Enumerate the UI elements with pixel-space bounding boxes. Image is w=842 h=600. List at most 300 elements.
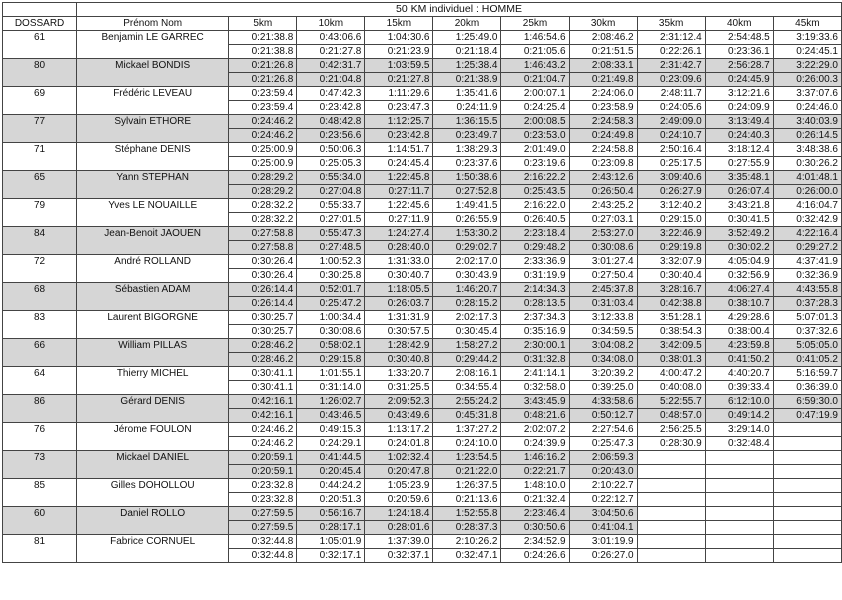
cumulative-time: 1:24:27.4 [365, 227, 433, 241]
header-checkpoint: 15km [365, 17, 433, 31]
cumulative-time: 3:22:46.9 [637, 227, 705, 241]
runner-row-cumulative [3, 367, 842, 381]
cumulative-time: 2:45:37.8 [569, 283, 637, 297]
split-time: 0:27:11.9 [365, 213, 433, 227]
empty-cell [77, 73, 229, 87]
split-time: 0:26:14.4 [229, 297, 297, 311]
cumulative-time [705, 507, 773, 521]
cumulative-time: 3:13:49.4 [705, 115, 773, 129]
split-time: 0:34:59.5 [569, 325, 637, 339]
cumulative-time: 2:16:22.2 [501, 171, 569, 185]
split-time: 0:31:03.4 [569, 297, 637, 311]
empty-cell [3, 213, 77, 227]
table-title: 50 KM individuel : HOMME [77, 3, 842, 17]
runner-row-cumulative [3, 31, 842, 45]
cumulative-time: 1:46:20.7 [433, 283, 501, 297]
runner-row-split [3, 409, 842, 423]
split-time [637, 465, 705, 479]
cumulative-time: 2:08:16.1 [433, 367, 501, 381]
cumulative-time [637, 507, 705, 521]
split-time: 0:22:12.7 [569, 493, 637, 507]
cumulative-time: 3:52:49.2 [705, 227, 773, 241]
split-time: 0:21:23.9 [365, 45, 433, 59]
runner-row-split [3, 45, 842, 59]
cumulative-time: 2:23:46.4 [501, 507, 569, 521]
cumulative-time: 3:40:03.9 [773, 115, 841, 129]
empty-cell [77, 353, 229, 367]
cumulative-time: 0:56:16.7 [297, 507, 365, 521]
split-time: 0:50:12.7 [569, 409, 637, 423]
split-time: 0:27:55.9 [705, 157, 773, 171]
cumulative-time: 6:12:10.0 [705, 395, 773, 409]
cumulative-time: 1:46:16.2 [501, 451, 569, 465]
split-time: 0:23:36.1 [705, 45, 773, 59]
split-time: 0:38:01.3 [637, 353, 705, 367]
empty-cell [3, 269, 77, 283]
split-time: 0:25:00.9 [229, 157, 297, 171]
split-time: 0:24:01.8 [365, 437, 433, 451]
runner-dossard: 80 [3, 59, 77, 73]
runner-name: Benjamin LE GARREC [77, 31, 229, 45]
split-time: 0:30:40.8 [365, 353, 433, 367]
runner-name: Mickael BONDIS [77, 59, 229, 73]
cumulative-time: 1:18:05.5 [365, 283, 433, 297]
split-time: 0:27:50.4 [569, 269, 637, 283]
cumulative-time: 2:08:33.1 [569, 59, 637, 73]
cumulative-time: 3:51:28.1 [637, 311, 705, 325]
cumulative-time: 0:55:47.3 [297, 227, 365, 241]
split-time: 0:43:46.5 [297, 409, 365, 423]
empty-cell [3, 521, 77, 535]
split-time: 0:28:32.2 [229, 213, 297, 227]
split-time: 0:37:28.3 [773, 297, 841, 311]
split-time: 0:24:10.0 [433, 437, 501, 451]
header-checkpoint: 5km [229, 17, 297, 31]
cumulative-time: 2:56:28.7 [705, 59, 773, 73]
cumulative-time: 0:25:00.9 [229, 143, 297, 157]
cumulative-time: 0:24:46.2 [229, 115, 297, 129]
cumulative-time: 2:14:34.3 [501, 283, 569, 297]
results-table [2, 2, 842, 563]
cumulative-time [773, 507, 841, 521]
split-time: 0:28:17.1 [297, 521, 365, 535]
cumulative-time: 1:26:02.7 [297, 395, 365, 409]
split-time: 0:48:57.0 [637, 409, 705, 423]
cumulative-time: 2:24:06.0 [569, 87, 637, 101]
split-time: 0:26:55.9 [433, 213, 501, 227]
cumulative-time: 2:08:46.2 [569, 31, 637, 45]
runner-row-split [3, 157, 842, 171]
cumulative-time: 0:41:44.5 [297, 451, 365, 465]
cumulative-time: 2:50:16.4 [637, 143, 705, 157]
cumulative-time: 1:03:59.5 [365, 59, 433, 73]
cumulative-time: 5:16:59.7 [773, 367, 841, 381]
cumulative-time: 1:05:23.9 [365, 479, 433, 493]
cumulative-time: 1:05:01.9 [297, 535, 365, 549]
cumulative-time: 1:31:33.0 [365, 255, 433, 269]
runner-row-split [3, 521, 842, 535]
split-time: 0:24:11.9 [433, 101, 501, 115]
split-time: 0:23:47.3 [365, 101, 433, 115]
cumulative-time: 4:37:41.9 [773, 255, 841, 269]
split-time [705, 493, 773, 507]
runner-row-split [3, 465, 842, 479]
cumulative-time: 1:01:55.1 [297, 367, 365, 381]
empty-cell [3, 45, 77, 59]
results-sheet [2, 2, 842, 563]
split-time: 0:24:40.3 [705, 129, 773, 143]
split-time: 0:27:03.1 [569, 213, 637, 227]
cumulative-time: 0:42:31.7 [297, 59, 365, 73]
split-time: 0:26:27.0 [569, 549, 637, 563]
runner-name: Sylvain ETHORE [77, 115, 229, 129]
runner-name: Mickael DANIEL [77, 451, 229, 465]
empty-cell [3, 465, 77, 479]
cumulative-time [773, 451, 841, 465]
runner-row-split [3, 101, 842, 115]
split-time: 0:23:42.8 [365, 129, 433, 143]
split-time: 0:29:19.8 [637, 241, 705, 255]
runner-row-split [3, 493, 842, 507]
runner-name: Daniel ROLLO [77, 507, 229, 521]
runner-dossard: 69 [3, 87, 77, 101]
split-time: 0:28:30.9 [637, 437, 705, 451]
cumulative-time: 0:23:59.4 [229, 87, 297, 101]
cumulative-time: 4:23:59.8 [705, 339, 773, 353]
cumulative-time: 0:58:02.1 [297, 339, 365, 353]
split-time: 0:21:05.6 [501, 45, 569, 59]
runner-dossard: 81 [3, 535, 77, 549]
split-time: 0:20:51.3 [297, 493, 365, 507]
header-checkpoint: 35km [637, 17, 705, 31]
cumulative-time: 4:22:16.4 [773, 227, 841, 241]
empty-cell [3, 493, 77, 507]
runner-row-cumulative [3, 87, 842, 101]
runner-row-split [3, 185, 842, 199]
empty-cell [77, 129, 229, 143]
cumulative-time: 2:24:58.3 [569, 115, 637, 129]
cumulative-time: 1:11:29.6 [365, 87, 433, 101]
split-time: 0:24:45.4 [365, 157, 433, 171]
empty-cell [3, 297, 77, 311]
split-time: 0:38:10.7 [705, 297, 773, 311]
runner-dossard: 65 [3, 171, 77, 185]
split-time: 0:24:26.6 [501, 549, 569, 563]
cumulative-time: 1:31:31.9 [365, 311, 433, 325]
cumulative-time: 0:43:06.6 [297, 31, 365, 45]
cumulative-time: 2:06:59.3 [569, 451, 637, 465]
split-time: 0:24:10.7 [637, 129, 705, 143]
runner-dossard: 61 [3, 31, 77, 45]
cumulative-time: 3:12:40.2 [637, 199, 705, 213]
runner-name: Gilles DOHOLLOU [77, 479, 229, 493]
split-time: 0:28:40.0 [365, 241, 433, 255]
cumulative-time: 2:02:17.0 [433, 255, 501, 269]
split-time: 0:24:46.2 [229, 129, 297, 143]
split-time: 0:28:29.2 [229, 185, 297, 199]
split-time: 0:49:14.2 [705, 409, 773, 423]
split-time: 0:31:25.5 [365, 381, 433, 395]
split-time: 0:23:59.4 [229, 101, 297, 115]
empty-cell [77, 381, 229, 395]
empty-cell [77, 465, 229, 479]
cumulative-time: 3:32:07.9 [637, 255, 705, 269]
cumulative-time: 2:41:14.1 [501, 367, 569, 381]
split-time: 0:29:02.7 [433, 241, 501, 255]
split-time: 0:32:56.9 [705, 269, 773, 283]
empty-cell [77, 437, 229, 451]
cumulative-time: 3:04:50.6 [569, 507, 637, 521]
cumulative-time: 4:16:04.7 [773, 199, 841, 213]
split-time: 0:42:16.1 [229, 409, 297, 423]
split-time: 0:21:27.8 [297, 45, 365, 59]
split-time [705, 549, 773, 563]
runner-name: Thierry MICHEL [77, 367, 229, 381]
runner-dossard: 68 [3, 283, 77, 297]
cumulative-time [773, 479, 841, 493]
split-time: 0:28:01.6 [365, 521, 433, 535]
runner-dossard: 79 [3, 199, 77, 213]
cumulative-time [705, 451, 773, 465]
split-time [637, 493, 705, 507]
cumulative-time: 0:21:38.8 [229, 31, 297, 45]
cumulative-time: 0:20:59.1 [229, 451, 297, 465]
runner-row-cumulative [3, 339, 842, 353]
split-time: 0:23:37.6 [433, 157, 501, 171]
split-time: 0:24:29.1 [297, 437, 365, 451]
cumulative-time: 2:10:22.7 [569, 479, 637, 493]
runner-name: Gérard DENIS [77, 395, 229, 409]
cumulative-time [637, 535, 705, 549]
split-time [773, 493, 841, 507]
cumulative-time: 1:28:42.9 [365, 339, 433, 353]
runner-dossard: 71 [3, 143, 77, 157]
split-time: 0:23:58.9 [569, 101, 637, 115]
split-time: 0:26:27.9 [637, 185, 705, 199]
cumulative-time: 0:30:26.4 [229, 255, 297, 269]
split-time: 0:23:53.0 [501, 129, 569, 143]
split-time [773, 549, 841, 563]
runner-row-cumulative [3, 395, 842, 409]
split-time: 0:28:37.3 [433, 521, 501, 535]
split-time: 0:21:18.4 [433, 45, 501, 59]
split-time: 0:24:09.9 [705, 101, 773, 115]
split-time: 0:27:48.5 [297, 241, 365, 255]
split-time [773, 437, 841, 451]
split-time [637, 549, 705, 563]
split-time: 0:26:00.3 [773, 73, 841, 87]
split-time [637, 521, 705, 535]
runner-dossard: 86 [3, 395, 77, 409]
split-time: 0:23:42.8 [297, 101, 365, 115]
empty-cell [3, 437, 77, 451]
empty-cell [3, 101, 77, 115]
cumulative-time: 2:02:17.3 [433, 311, 501, 325]
split-time: 0:25:43.5 [501, 185, 569, 199]
cumulative-time: 0:28:32.2 [229, 199, 297, 213]
empty-cell [3, 353, 77, 367]
cumulative-time: 2:27:54.6 [569, 423, 637, 437]
split-time: 0:30:08.6 [569, 241, 637, 255]
split-time: 0:32:17.1 [297, 549, 365, 563]
cumulative-time: 4:06:27.4 [705, 283, 773, 297]
split-time: 0:47:19.9 [773, 409, 841, 423]
split-time [705, 521, 773, 535]
header-checkpoint: 40km [705, 17, 773, 31]
split-time: 0:32:42.9 [773, 213, 841, 227]
runner-row-split [3, 325, 842, 339]
cumulative-time: 0:27:59.5 [229, 507, 297, 521]
split-time: 0:23:09.6 [637, 73, 705, 87]
cumulative-time: 3:28:16.7 [637, 283, 705, 297]
split-time: 0:26:07.4 [705, 185, 773, 199]
runner-name: Stéphane DENIS [77, 143, 229, 157]
split-time: 0:30:02.2 [705, 241, 773, 255]
runner-row-cumulative [3, 255, 842, 269]
cumulative-time: 2:24:58.8 [569, 143, 637, 157]
runner-name: Yves LE NOUAILLE [77, 199, 229, 213]
cumulative-time: 1:25:49.0 [433, 31, 501, 45]
header-checkpoint: 45km [773, 17, 841, 31]
cumulative-time: 3:20:39.2 [569, 367, 637, 381]
empty-cell [3, 325, 77, 339]
runner-name: Jérome FOULON [77, 423, 229, 437]
runner-row-cumulative [3, 227, 842, 241]
cumulative-time: 1:25:38.4 [433, 59, 501, 73]
split-time: 0:21:13.6 [433, 493, 501, 507]
cumulative-time: 3:19:33.6 [773, 31, 841, 45]
runner-dossard: 60 [3, 507, 77, 521]
cumulative-time: 0:47:42.3 [297, 87, 365, 101]
cumulative-time: 4:05:04.9 [705, 255, 773, 269]
cumulative-time: 1:36:15.5 [433, 115, 501, 129]
split-time: 0:22:26.1 [637, 45, 705, 59]
cumulative-time: 5:07:01.3 [773, 311, 841, 325]
split-time: 0:39:25.0 [569, 381, 637, 395]
split-time: 0:27:59.5 [229, 521, 297, 535]
split-time: 0:41:05.2 [773, 353, 841, 367]
runner-row-cumulative [3, 171, 842, 185]
split-time: 0:23:49.7 [433, 129, 501, 143]
runner-name: Laurent BIGORGNE [77, 311, 229, 325]
runner-name: André ROLLAND [77, 255, 229, 269]
split-time: 0:24:25.4 [501, 101, 569, 115]
runner-row-cumulative [3, 479, 842, 493]
split-time: 0:24:45.1 [773, 45, 841, 59]
split-time: 0:21:26.8 [229, 73, 297, 87]
cumulative-time: 2:54:48.5 [705, 31, 773, 45]
cumulative-time: 5:22:55.7 [637, 395, 705, 409]
runner-row-cumulative [3, 199, 842, 213]
runner-row-cumulative [3, 451, 842, 465]
split-time: 0:32:36.9 [773, 269, 841, 283]
cumulative-time: 4:00:47.2 [637, 367, 705, 381]
cumulative-time: 1:53:30.2 [433, 227, 501, 241]
cumulative-time: 4:29:28.6 [705, 311, 773, 325]
cumulative-time: 2:56:25.5 [637, 423, 705, 437]
cumulative-time: 1:52:55.8 [433, 507, 501, 521]
split-time: 0:32:44.8 [229, 549, 297, 563]
split-time: 0:30:50.6 [501, 521, 569, 535]
cumulative-time: 2:33:36.9 [501, 255, 569, 269]
split-time: 0:27:11.7 [365, 185, 433, 199]
cumulative-time: 1:00:52.3 [297, 255, 365, 269]
header-checkpoint: 20km [433, 17, 501, 31]
split-time: 0:38:54.3 [637, 325, 705, 339]
runner-row-split [3, 129, 842, 143]
cumulative-time: 1:22:45.8 [365, 171, 433, 185]
cumulative-time: 3:42:09.5 [637, 339, 705, 353]
cumulative-time: 3:18:12.4 [705, 143, 773, 157]
cumulative-time: 1:04:30.6 [365, 31, 433, 45]
runner-dossard: 64 [3, 367, 77, 381]
cumulative-time: 1:48:10.0 [501, 479, 569, 493]
cumulative-time: 3:04:08.2 [569, 339, 637, 353]
empty-cell [3, 381, 77, 395]
split-time: 0:31:19.9 [501, 269, 569, 283]
split-time: 0:48:21.6 [501, 409, 569, 423]
empty-cell [3, 549, 77, 563]
split-time: 0:30:08.6 [297, 325, 365, 339]
split-time: 0:23:32.8 [229, 493, 297, 507]
runner-row-cumulative [3, 59, 842, 73]
header-checkpoint: 25km [501, 17, 569, 31]
cumulative-time: 2:10:26.2 [433, 535, 501, 549]
runner-row-cumulative [3, 535, 842, 549]
cumulative-time: 2:01:49.0 [501, 143, 569, 157]
empty-cell [3, 241, 77, 255]
split-time: 0:21:22.0 [433, 465, 501, 479]
runner-dossard: 76 [3, 423, 77, 437]
split-time: 0:20:59.1 [229, 465, 297, 479]
empty-cell [77, 269, 229, 283]
empty-cell [77, 493, 229, 507]
cumulative-time: 0:48:42.8 [297, 115, 365, 129]
header-checkpoint: 30km [569, 17, 637, 31]
runner-name: Yann STEPHAN [77, 171, 229, 185]
cumulative-time: 1:46:54.6 [501, 31, 569, 45]
cumulative-time: 2:16:22.0 [501, 199, 569, 213]
cumulative-time: 2:43:25.2 [569, 199, 637, 213]
cumulative-time: 2:00:08.5 [501, 115, 569, 129]
cumulative-time: 0:50:06.3 [297, 143, 365, 157]
cumulative-time: 3:12:33.8 [569, 311, 637, 325]
split-time: 0:21:04.8 [297, 73, 365, 87]
runner-name: Sébastien ADAM [77, 283, 229, 297]
split-time: 0:20:47.8 [365, 465, 433, 479]
cumulative-time: 2:31:12.4 [637, 31, 705, 45]
split-time: 0:23:09.8 [569, 157, 637, 171]
cumulative-time: 4:01:48.1 [773, 171, 841, 185]
cumulative-time [773, 535, 841, 549]
cumulative-time: 3:37:07.6 [773, 87, 841, 101]
split-time: 0:30:25.7 [229, 325, 297, 339]
runner-row-split [3, 353, 842, 367]
runner-name: Frédéric LEVEAU [77, 87, 229, 101]
empty-cell [77, 409, 229, 423]
runner-dossard: 66 [3, 339, 77, 353]
split-time: 0:24:49.8 [569, 129, 637, 143]
cumulative-time: 0:44:24.2 [297, 479, 365, 493]
cumulative-time: 2:48:11.7 [637, 87, 705, 101]
split-time [705, 465, 773, 479]
cumulative-time: 2:09:52.3 [365, 395, 433, 409]
cumulative-time: 3:35:48.1 [705, 171, 773, 185]
split-time: 0:29:44.2 [433, 353, 501, 367]
split-time: 0:26:14.5 [773, 129, 841, 143]
split-time: 0:25:47.2 [297, 297, 365, 311]
runner-name: Jean-Benoit JAOUEN [77, 227, 229, 241]
